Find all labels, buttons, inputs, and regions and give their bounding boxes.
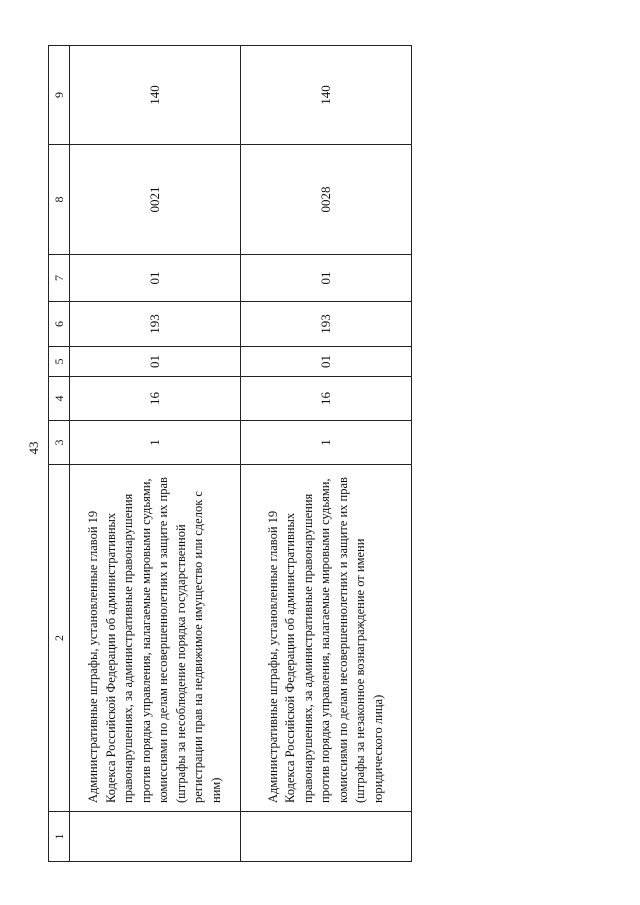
row-cell-col4: 16 (70, 377, 241, 421)
row-cell-col6: 193 (241, 302, 412, 347)
row-cell-col7: 01 (241, 255, 412, 302)
header-cell-3: 3 (49, 421, 70, 465)
row-description: Административные штрафы, установленные главой 19 Кодекса Российской Федерации об административных правонарушениях, за административные правонарушения против порядка управления, налагаемые мировыми судьями, комиссиями по делам несовершеннолетних и защите их прав (штрафы за несоблюдение порядка государственной регистрации прав на недвижимое имущество или сделок с ним) (70, 465, 241, 812)
row-cell-col5: 01 (241, 347, 412, 377)
row-cell-col1 (241, 812, 412, 862)
header-cell-9: 9 (49, 46, 70, 145)
row-description: Административные штрафы, установленные главой 19 Кодекса Российской Федерации об административных правонарушениях, за административные правонарушения против порядка управления, налагаемые мировыми судьями, комиссиями по делам несовершеннолетних и защите их прав (штрафы за незаконное вознаграждение от имени юридического лица) (241, 465, 412, 812)
rotated-table-wrapper (48, 46, 402, 862)
document-sheet (48, 46, 402, 862)
row-cell-col5: 01 (70, 347, 241, 377)
header-cell-5: 5 (49, 347, 70, 377)
header-cell-7: 7 (49, 255, 70, 302)
row-cell-col9: 140 (241, 46, 412, 145)
table-header-row (49, 46, 70, 862)
budget-classification-table (48, 45, 412, 862)
row-cell-col9: 140 (70, 46, 241, 145)
page-number: 43 (26, 441, 41, 455)
row-cell-col8: 0028 (241, 145, 412, 255)
row-cell-col7: 01 (70, 255, 241, 302)
row-cell-col4: 16 (241, 377, 412, 421)
header-cell-8: 8 (49, 145, 70, 255)
row-cell-col1 (70, 812, 241, 862)
table-row (70, 46, 241, 862)
row-cell-col8: 0021 (70, 145, 241, 255)
table-row (241, 46, 412, 862)
row-cell-col3: 1 (70, 421, 241, 465)
header-cell-6: 6 (49, 302, 70, 347)
header-cell-4: 4 (49, 377, 70, 421)
row-cell-col6: 193 (70, 302, 241, 347)
header-cell-1: 1 (49, 812, 70, 862)
row-cell-col3: 1 (241, 421, 412, 465)
header-cell-2: 2 (49, 465, 70, 812)
